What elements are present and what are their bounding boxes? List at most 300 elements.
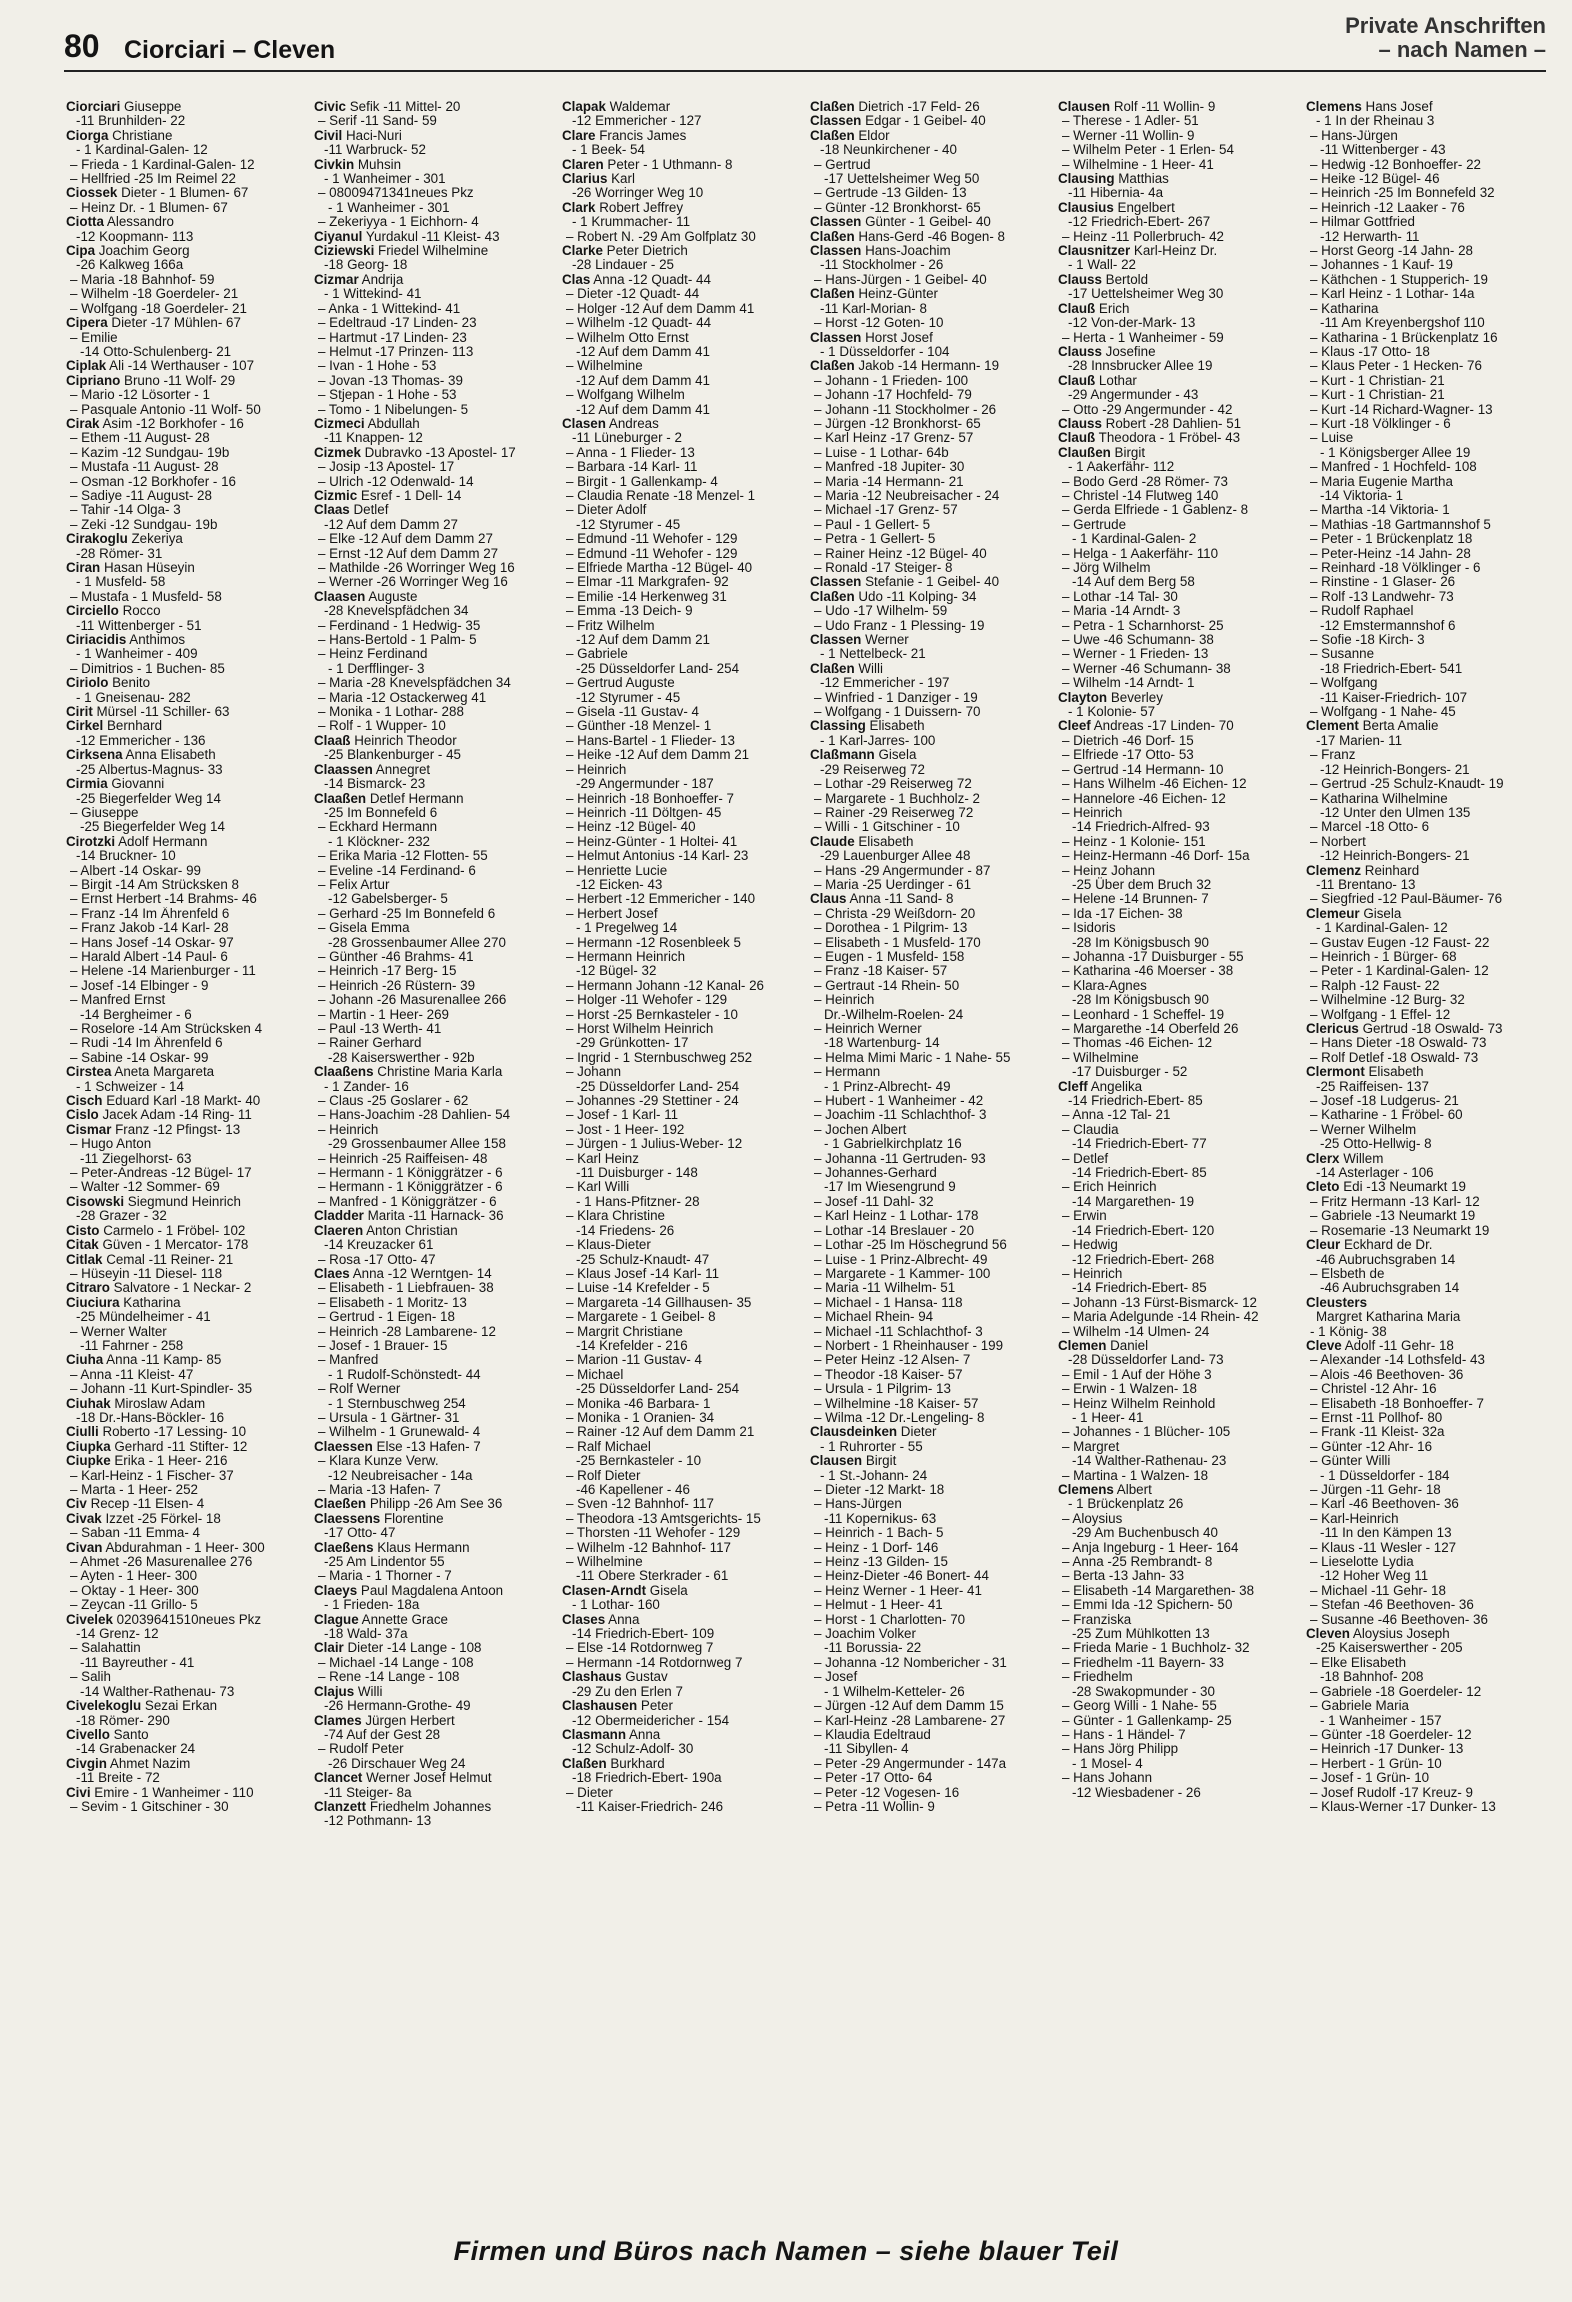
entry-text: Werner: [861, 633, 909, 648]
entry-text: – Jovan -13 Thomas- 39: [318, 373, 463, 388]
directory-entry: [66, 1353, 304, 1367]
entry-text: – Herbert -12 Emmericher - 140: [566, 892, 756, 907]
entry-surname: Claßen: [810, 287, 855, 302]
directory-entry: [1058, 475, 1296, 489]
entry-text: – Paul - 1 Gellert- 5: [814, 517, 931, 532]
entry-text: – Ernst -11 Pollhof- 80: [1310, 1410, 1443, 1425]
entry-address: - 1 Zander- 16: [324, 1078, 409, 1094]
entry-text: Daniel: [1106, 1338, 1149, 1353]
directory-entry: [810, 1714, 1048, 1728]
entry-text: – Johann -11 Stockholmer - 26: [814, 402, 997, 417]
entry-address: -14 Margarethen- 19: [1072, 1193, 1195, 1209]
entry-surname: Claußen: [1058, 445, 1111, 460]
directory-entry: [810, 1368, 1048, 1382]
entry-text: – Claus -25 Goslarer - 62: [318, 1094, 469, 1109]
entry-text: – Elfriede -17 Otto- 53: [1062, 748, 1194, 763]
entry-text: Haci-Nuri: [342, 128, 402, 143]
directory-entry: [66, 1440, 304, 1454]
entry-text: – Helene -14 Marienburger - 11: [70, 964, 256, 979]
directory-entry: [1058, 835, 1296, 849]
directory-entry: [1306, 460, 1544, 474]
entry-text: – Walter -12 Sommer- 69: [70, 1180, 220, 1195]
directory-entry: [810, 489, 1048, 503]
entry-surname: Civelekoglu: [66, 1699, 142, 1714]
entry-surname: Ciuhak: [66, 1396, 111, 1411]
directory-entry: [1058, 561, 1296, 590]
entry-text: – Klaus -17 Otto- 18: [1310, 344, 1430, 359]
entry-text: Gisela: [1359, 906, 1402, 921]
entry-text: – Theodora -13 Amtsgerichts- 15: [566, 1511, 761, 1526]
entry-surname: Clancet: [314, 1771, 363, 1786]
entry-text: Robert -28 Dahlien- 51: [1101, 416, 1242, 431]
directory-entry: [66, 201, 304, 215]
entry-text: – Peter -12 Vogesen- 16: [814, 1785, 960, 1800]
directory-entry: [66, 777, 304, 806]
entry-text: – Hans Johann: [1062, 1771, 1153, 1786]
entry-text: Anna -12 Werntgen- 14: [349, 1266, 492, 1281]
entry-text: – Mustafa -11 August- 28: [70, 460, 219, 475]
entry-text: – Thorsten -11 Wehofer - 129: [566, 1526, 741, 1541]
entry-surname: Claasen: [314, 589, 366, 604]
directory-entry: [562, 1296, 800, 1310]
entry-surname: Claaßen: [314, 791, 367, 806]
directory-entry: [562, 590, 800, 604]
entry-text: Peter: [637, 1699, 673, 1714]
entry-text: – Maria - 1 Thorner - 7: [318, 1569, 452, 1584]
directory-entry: [810, 1310, 1048, 1324]
directory-entry: [810, 1108, 1048, 1122]
entry-text: – Hermann Heinrich: [566, 949, 686, 964]
directory-entry: [66, 1469, 304, 1483]
directory-entry: [314, 475, 552, 489]
entry-surname: Clericus: [1306, 1022, 1359, 1036]
directory-entry: [1306, 1541, 1544, 1555]
directory-entry: [66, 431, 304, 445]
entry-text: – Petra -11 Wollin- 9: [814, 1799, 935, 1814]
directory-entry: [562, 575, 800, 589]
entry-address: -14 Grenz- 12: [76, 1626, 159, 1642]
directory-entry: [562, 1022, 800, 1051]
entry-address: - 1 Kardinal-Galen- 2: [1072, 531, 1197, 547]
directory-entry: [562, 1152, 800, 1181]
entry-text: Christine Maria Karla: [373, 1065, 503, 1080]
entry-text: Bernhard: [103, 719, 163, 734]
entry-surname: Classen: [810, 114, 862, 129]
directory-entry: [1306, 748, 1544, 777]
entry-text: – Peter - 1 Brückenplatz 18: [1310, 532, 1473, 547]
directory-entry: [1058, 1555, 1296, 1569]
directory-entry: [1306, 287, 1544, 301]
entry-text: – Günter -18 Goerdeler- 12: [1310, 1727, 1472, 1742]
entry-text: – Mustafa - 1 Musfeld- 58: [70, 589, 222, 604]
directory-entry: [810, 1051, 1048, 1065]
directory-entry: [66, 1224, 304, 1238]
entry-text: Jürgen Herbert: [361, 1713, 455, 1728]
directory-entry: [1058, 1008, 1296, 1022]
directory-entry: [66, 518, 304, 532]
entry-surname: Ciorga: [66, 128, 109, 143]
entry-address: - 1 Prinz-Albrecht- 49: [824, 1078, 951, 1094]
directory-entry: [66, 331, 304, 360]
entry-address: - 1 Sternbuschweg 254: [328, 1395, 466, 1411]
directory-entry: [810, 1497, 1048, 1526]
directory-entry: [314, 647, 552, 676]
directory-entry: [562, 1584, 800, 1613]
entry-text: – Christel -12 Ahr- 16: [1310, 1382, 1437, 1397]
directory-entry: [66, 1094, 304, 1108]
directory-entry: [1058, 129, 1296, 143]
directory-entry: [810, 1209, 1048, 1223]
directory-entry: [810, 619, 1048, 633]
entry-text: – Klara-Agnes: [1062, 978, 1147, 993]
entry-address: - 1 Ruhrorter - 55: [820, 1438, 923, 1454]
entry-text: – Ayten - 1 Heer- 300: [70, 1569, 198, 1584]
entry-address: -12 Gabelsberger- 5: [328, 891, 448, 907]
entry-text: Giuseppe: [120, 100, 182, 114]
directory-entry: [562, 273, 800, 287]
entry-surname: Cirak: [66, 416, 100, 431]
directory-entry: [314, 1224, 552, 1253]
entry-text: – Sevim - 1 Gitschiner - 30: [70, 1799, 229, 1814]
directory-entry: [562, 1353, 800, 1367]
entry-text: – Josip -13 Apostel- 17: [318, 460, 455, 475]
entry-address: - 1 Düsseldorfer - 184: [1320, 1467, 1450, 1483]
entry-text: – Gustav Eugen -12 Faust- 22: [1310, 935, 1490, 950]
directory-entry: [1306, 575, 1544, 589]
directory-entry: [1306, 604, 1544, 633]
entry-text: – Theodor -18 Kaiser- 57: [814, 1367, 963, 1382]
entry-text: Dietrich -17 Feld- 26: [854, 100, 980, 114]
directory-entry: [810, 532, 1048, 546]
directory-entry: [562, 1613, 800, 1642]
entry-text: – Heinrich - 1 Bürger- 68: [1310, 949, 1457, 964]
entry-surname: Claßen: [562, 1756, 607, 1771]
directory-entry: [562, 792, 800, 806]
entry-address: -11 Kaiser-Friedrich- 246: [576, 1798, 724, 1814]
entry-text: – Mario -12 Lösorter - 1: [70, 388, 210, 403]
directory-entry: [562, 1180, 800, 1209]
entry-text: – Martina - 1 Walzen- 18: [1062, 1468, 1209, 1483]
directory-entry: [1058, 1123, 1296, 1152]
directory-entry: [810, 936, 1048, 950]
directory-entry: [314, 734, 552, 763]
entry-text: Reinhard: [1361, 863, 1420, 878]
entry-text: – Jochen Albert: [814, 1122, 907, 1137]
entry-text: – Johann -13 Fürst-Bismarck- 12: [1062, 1295, 1257, 1310]
entry-text: – Gertrud -14 Hermann- 10: [1062, 762, 1224, 777]
directory-entry: [1058, 748, 1296, 762]
directory-entry: [314, 1209, 552, 1223]
directory-entry: [1058, 1670, 1296, 1699]
entry-text: – Franz Jakob -14 Karl- 28: [70, 921, 229, 936]
directory-entry: [66, 1728, 304, 1757]
entry-surname: Civkin: [314, 157, 355, 172]
entry-text: – 08009471341neues Pkz: [318, 186, 474, 201]
entry-text: Josefine: [1101, 344, 1156, 359]
entry-address: - 1 Wanheimer - 301: [328, 199, 450, 215]
entry-text: Elisabeth: [1364, 1065, 1424, 1080]
directory-entry: [810, 1541, 1048, 1555]
directory-entry: [66, 1670, 304, 1699]
directory-entry: [1306, 1800, 1544, 1814]
directory-entry: [1058, 1368, 1296, 1382]
entry-text: 02039641510neues Pkz: [112, 1612, 262, 1627]
entry-address: -17 Otto- 47: [324, 1525, 396, 1541]
entry-surname: Cirkel: [66, 719, 104, 734]
directory-entry: [1306, 172, 1544, 186]
directory-entry: [810, 129, 1048, 158]
entry-surname: Civelek: [66, 1612, 113, 1627]
directory-entry: [66, 403, 304, 417]
entry-text: – Hartmut -17 Linden- 23: [318, 330, 467, 345]
entry-address: -26 Dirschauer Weg 24: [328, 1755, 466, 1771]
entry-address: -25 Biegerfelder Weg 14: [76, 790, 221, 806]
directory-entry: [1306, 864, 1544, 893]
entry-text: – Katharina Wilhelmine: [1310, 791, 1448, 806]
directory-entry: [66, 1180, 304, 1194]
directory-entry: [562, 604, 800, 618]
entry-address: -12 Styrumer - 45: [576, 689, 681, 705]
entry-text: – Helga - 1 Aakerfähr- 110: [1062, 546, 1219, 561]
directory-entry: [810, 1253, 1048, 1267]
directory-entry: [1306, 417, 1544, 431]
directory-entry: [66, 1166, 304, 1180]
entry-address: -25 Bernkasteler - 10: [576, 1453, 702, 1469]
entry-address: -12 Auf dem Damm 41: [576, 343, 710, 359]
directory-entry: [810, 201, 1048, 215]
directory-entry: [314, 1613, 552, 1642]
directory-entry: [66, 475, 304, 489]
entry-text: – Mathias -18 Gartmannshof 5: [1310, 517, 1491, 532]
entry-text: – Karl Willi: [566, 1180, 630, 1195]
entry-text: – Wolfgang - 1 Duissern- 70: [814, 705, 981, 720]
entry-text: – Harald Albert -14 Paul- 6: [70, 949, 228, 964]
entry-text: Yurdakul -11 Kleist- 43: [362, 229, 500, 244]
entry-text: – Peter-Heinz -14 Jahn- 28: [1310, 546, 1471, 561]
entry-text: – Manfred - 1 Königgrätzer - 6: [318, 1194, 497, 1209]
entry-surname: Cleven: [1306, 1627, 1350, 1642]
entry-text: – Paul -13 Werth- 41: [318, 1022, 442, 1036]
directory-entry: [562, 1555, 800, 1584]
entry-text: – Heinz -12 Bügel- 40: [566, 820, 696, 835]
directory-entry: [314, 1108, 552, 1122]
directory-entry: [1058, 691, 1296, 720]
entry-text: – Wilhelm -14 Ulmen- 24: [1062, 1324, 1210, 1339]
entry-text: – Heinrich -11 Döltgen- 45: [566, 805, 722, 820]
directory-entry: [314, 1497, 552, 1511]
entry-text: – Eveline -14 Ferdinand- 6: [318, 863, 476, 878]
entry-text: Ahmet Nazim: [106, 1756, 191, 1771]
entry-address: - 1 Krummacher- 11: [572, 214, 691, 230]
entry-address: -12 Obermeidericher - 154: [572, 1712, 730, 1728]
directory-entry: [810, 1699, 1048, 1713]
directory-entry: [810, 1353, 1048, 1367]
entry-text: – Katharina -46 Moerser - 38: [1062, 964, 1234, 979]
directory-entry: [1306, 388, 1544, 402]
entry-address: -11 Warbruck- 52: [324, 142, 426, 158]
entry-text: – Josef - 1 Karl- 11: [566, 1108, 679, 1123]
directory-entry: [314, 186, 552, 215]
entry-text: – Karl Heinz - 1 Lothar- 178: [814, 1209, 979, 1224]
entry-address: - 1 Klöckner- 232: [328, 833, 430, 849]
entry-text: Else -13 Hafen- 7: [372, 1439, 481, 1454]
directory-entry: [810, 1569, 1048, 1583]
directory-entry: [810, 374, 1048, 388]
directory-entry: [1058, 950, 1296, 964]
directory-entry: [66, 359, 304, 373]
directory-entry: [1306, 820, 1544, 834]
entry-address: -74 Auf der Gest 28: [324, 1726, 441, 1742]
directory-entry: [1306, 1238, 1544, 1267]
entry-text: – Dietrich -46 Dorf- 15: [1062, 733, 1194, 748]
entry-text: – Dieter -12 Markt- 18: [814, 1483, 945, 1497]
entry-text: – Peter -17 Otto- 64: [814, 1771, 933, 1786]
entry-text: – Maria Adelgunde -14 Rhein- 42: [1062, 1310, 1259, 1325]
directory-entry: [1058, 1397, 1296, 1426]
directory-entry: [66, 964, 304, 978]
entry-text: – Josef -14 Elbinger - 9: [70, 978, 209, 993]
directory-entry: [562, 460, 800, 474]
directory-entry: [314, 1483, 552, 1497]
entry-text: – Jürgen - 1 Julius-Weber- 12: [566, 1137, 743, 1152]
entry-surname: Clarke: [562, 244, 603, 259]
directory-entry: [1058, 763, 1296, 777]
entry-text: – Werner Walter: [70, 1324, 167, 1339]
entry-text: – Margarete - 1 Buchholz- 2: [814, 791, 980, 806]
entry-text: Gertrud -18 Oswald- 73: [1358, 1022, 1503, 1036]
entry-address: -11 Hibernia- 4a: [1068, 185, 1164, 201]
directory-entry: [810, 1670, 1048, 1699]
entry-surname: Civgin: [66, 1756, 107, 1771]
directory-entry: [562, 1281, 800, 1295]
directory-entry: [1058, 1382, 1296, 1396]
directory-entry: [562, 619, 800, 648]
entry-address: -14 Friedrich-Ebert- 109: [572, 1626, 715, 1642]
entry-address: - 1 Kardinal-Galen- 12: [76, 142, 208, 158]
entry-text: Andreas -17 Linden- 70: [1090, 719, 1234, 734]
entry-text: – Rosa -17 Otto- 47: [318, 1252, 436, 1267]
directory-entry: [1306, 1152, 1544, 1181]
directory-entry: [1306, 1180, 1544, 1194]
directory-entry: [1306, 1728, 1544, 1742]
directory-entry: [1058, 979, 1296, 1008]
section-heading-line-2: – nach Namen –: [1378, 37, 1546, 62]
entry-text: – Hans-Jürgen: [1310, 128, 1398, 143]
directory-entry: [810, 1152, 1048, 1166]
entry-text: – Gertrud -25 Schulz-Knaudt- 19: [1310, 777, 1504, 792]
directory-entry: [314, 979, 552, 993]
directory-entry: [314, 388, 552, 402]
directory-entry: [1058, 1584, 1296, 1598]
directory-entry: [66, 532, 304, 561]
entry-text: – Käthchen - 1 Stupperich- 19: [1310, 272, 1488, 287]
entry-surname: Classen: [810, 215, 862, 230]
directory-entry: [1306, 258, 1544, 272]
directory-entry: [810, 1771, 1048, 1785]
entry-address: -12 Friedrich-Ebert- 267: [1068, 214, 1211, 230]
entry-text: – Rolf Werner: [318, 1382, 401, 1397]
entry-text: – Franz -18 Kaiser- 57: [814, 964, 948, 979]
entry-text: Aloysius Joseph: [1349, 1627, 1450, 1642]
entry-text: Lothar: [1095, 373, 1137, 388]
entry-text: – Sabine -14 Oskar- 99: [70, 1050, 209, 1065]
directory-entry: [810, 1786, 1048, 1800]
entry-text: – Berta -13 Jahn- 33: [1062, 1569, 1185, 1584]
entry-surname: Cismar: [66, 1122, 112, 1137]
entry-surname: Cirit: [66, 705, 93, 720]
directory-entry: [314, 489, 552, 503]
entry-surname: Claes: [314, 1266, 350, 1281]
directory-entry: [562, 489, 800, 503]
directory-entry: [810, 431, 1048, 445]
entry-text: Gisela: [874, 748, 917, 763]
directory-entry: [810, 907, 1048, 921]
entry-text: Berta Amalie: [1358, 719, 1439, 734]
directory-entry: [1306, 547, 1544, 561]
entry-text: – Johannes - 1 Kauf- 19: [1310, 258, 1453, 273]
directory-entry: [810, 1267, 1048, 1281]
entry-text: – Anka - 1 Wittekind- 41: [318, 301, 461, 316]
directory-entry: [314, 129, 552, 158]
entry-text: – Horst -12 Goten- 10: [814, 316, 944, 331]
entry-text: – Elisabeth - 1 Musfeld- 170: [814, 935, 981, 950]
entry-text: – Tomo - 1 Nibelungen- 5: [318, 402, 469, 417]
directory-entry: [66, 417, 304, 431]
entry-surname: Clashausen: [562, 1699, 638, 1714]
entry-surname: Ciziewski: [314, 244, 375, 259]
entry-text: – Kurt -14 Richard-Wagner- 13: [1310, 402, 1493, 417]
directory-entry: [562, 1440, 800, 1469]
header-rule: [64, 70, 1546, 72]
directory-entry: [810, 878, 1048, 892]
directory-entry: [562, 1065, 800, 1094]
directory-entry: [66, 864, 304, 878]
directory-entry: [66, 1296, 304, 1325]
directory-column-6: [1306, 100, 1544, 1829]
directory-entry: [1306, 777, 1544, 791]
directory-entry: [314, 1411, 552, 1425]
entry-surname: Civi: [66, 1785, 91, 1800]
entry-text: – Norbert - 1 Rheinhauser - 199: [814, 1338, 1004, 1353]
entry-address: -18 Georg- 18: [324, 257, 408, 273]
entry-text: – Rudolf Peter: [318, 1742, 404, 1757]
directory-entry: [1058, 489, 1296, 503]
entry-address: -12 Neubreisacher - 14a: [328, 1467, 473, 1483]
entry-text: – Emilie: [70, 330, 118, 345]
directory-entry: [810, 979, 1048, 993]
entry-text: – Hermann Johann -12 Kanal- 26: [566, 978, 765, 993]
directory-entry: [562, 892, 800, 906]
entry-text: Jacek Adam -14 Ring- 11: [98, 1108, 252, 1123]
directory-entry: [562, 287, 800, 301]
directory-entry: [314, 532, 552, 546]
entry-address: -11 Ziegelhorst- 63: [80, 1150, 192, 1166]
directory-entry: [810, 1397, 1048, 1411]
directory-entry: [1306, 158, 1544, 172]
entry-text: – Klaus-Dieter: [566, 1238, 651, 1253]
entry-text: Siegmund Heinrich: [124, 1194, 241, 1209]
entry-text: – Wilhelm - 1 Grunewald- 4: [318, 1425, 481, 1440]
entry-text: – Ernst Herbert -14 Brahms- 46: [70, 892, 257, 907]
entry-surname: Clashaus: [562, 1670, 622, 1685]
entry-text: – Günter Willi: [1310, 1454, 1391, 1469]
entry-address: - 1 Düsseldorfer - 104: [820, 343, 950, 359]
entry-address: -12 Emmericher - 136: [76, 732, 206, 748]
directory-entry: [562, 1699, 800, 1728]
directory-entry: [66, 633, 304, 662]
entry-text: – Jörg Wilhelm: [1062, 561, 1151, 575]
directory-entry: [1306, 1627, 1544, 1656]
